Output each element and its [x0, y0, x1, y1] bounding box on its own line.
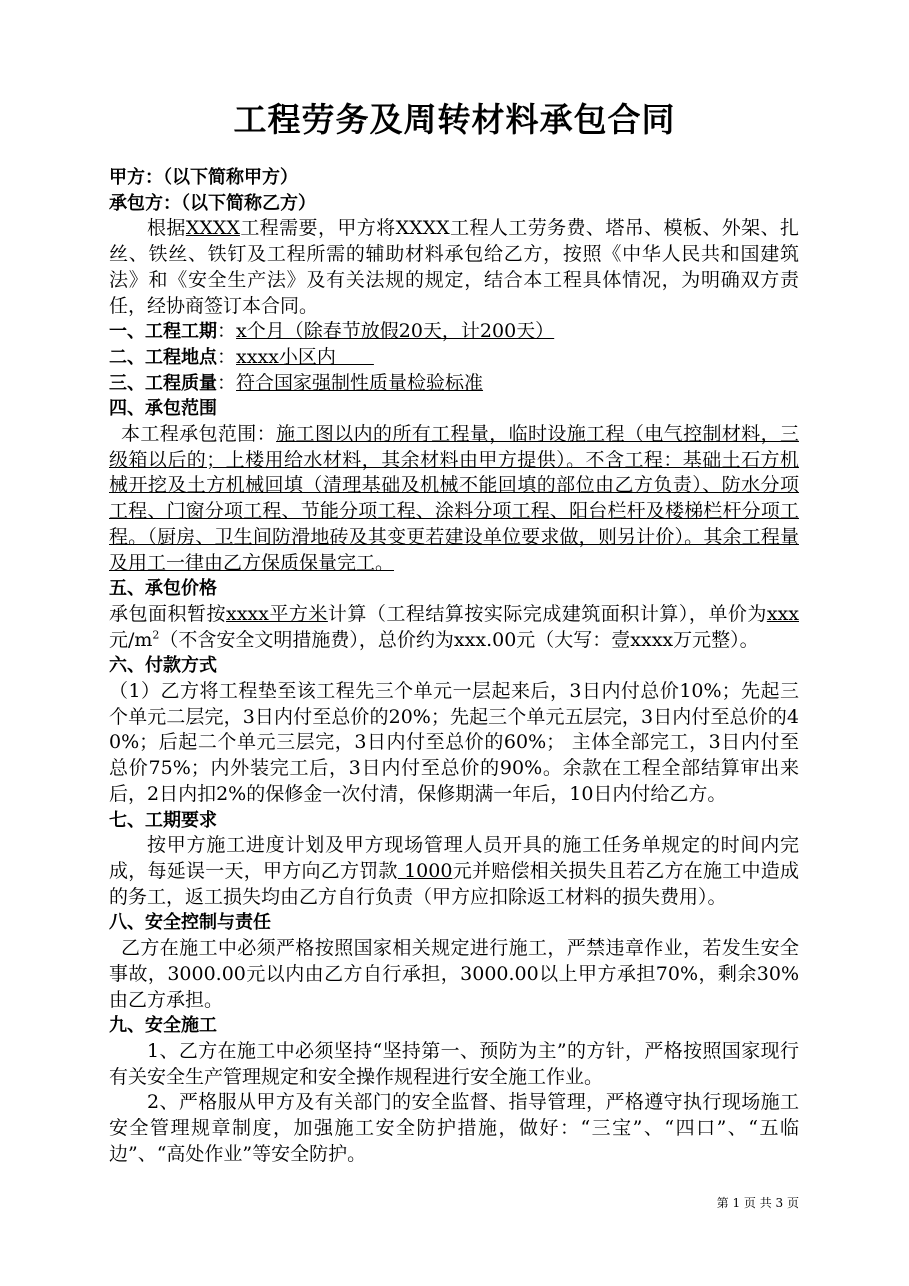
section-duration-colon: ：	[217, 320, 237, 343]
party-b-line: 承包方：（以下简称乙方）	[109, 192, 316, 214]
price-unit-sup: 2	[152, 628, 160, 642]
price-text-2: 计算（工程结算按实际完成建筑面积计算），单价为	[327, 602, 767, 625]
section-location	[109, 345, 799, 371]
section-duration-value: x个月（除春节放假20天，计200天）	[236, 320, 555, 343]
section-duration-heading: 一、工程工期	[109, 321, 217, 343]
section-schedule-body	[109, 833, 799, 910]
section-location-value: xxxx小区内	[236, 345, 374, 368]
schedule-text-2: 元并赔偿相关损失且若乙方在施工中造成的务工，返工损失均由乙方自行负责（甲方应扣除返工材料的损失费用）。	[109, 859, 799, 908]
section-scope-lead: 本工程承包范围：	[121, 423, 277, 446]
intro-rest: 工程需要，甲方将XXXX工程人工劳务费、塔吊、模板、外架、扎丝、铁丝、铁钉及工程所需的辅助材料承包给乙方，按照《中华人民共和国建筑法》和《安全生产法》及有关法规的规定，结合本工程具体情况，为明确双方责任，经协商签订本合同。	[109, 217, 799, 317]
intro-lead: 根据	[147, 217, 186, 240]
section-price-body	[109, 602, 799, 653]
price-text-3: （不含安全文明措施费），总价约为xxx.00元（大写：壹xxxx万元整）。	[159, 628, 759, 651]
section-quality-colon: ：	[217, 371, 237, 394]
document-title: 工程劳务及周转材料承包合同	[233, 100, 676, 139]
intro-project-name: XXXX	[185, 217, 240, 240]
section-scope-text: 施工图以内的所有工程量，临时设施工程（电气控制材料，三级箱以后的；上楼用给水材料，其余材料由甲方提供）。不含工程：基础土石方机械开挖及土方机械回填（清理基础及机械不能回填的部位由乙方负责）、防水分项工程、门窗分项工程、节能分项工程、涂料分项工程、阳台栏杆及楼梯栏杆分项工程。（厨房、卫生间防滑地砖及其变更若建设单位要求做，则另计价）。其余工程量及用工一律由乙方保质保量完工。	[109, 423, 799, 574]
section-quality-heading: 三、工程质量	[109, 372, 217, 394]
price-unit: 元/m	[109, 628, 153, 651]
safe-construction-item-1: 1、乙方在施工中必须坚持“坚持第一、预防为主”的方针，严格按照国家现行有关安全生产管理规定和安全操作规程进行安全施工作业。	[109, 1039, 799, 1088]
section-duration	[109, 319, 799, 345]
section-scope-body	[109, 422, 799, 576]
section-location-heading: 二、工程地点	[109, 346, 217, 368]
section-payment-body: （1）乙方将工程垫至该工程先三个单元一层起来后，3日内付总价10%；先起三个单元二层完，3日内付至总价的20%；先起三个单元五层完，3日内付至总价的40%；后起二个单元三层完，3日内付至总价的60%； 主体全部完工，3日内付至总价75%；内外装完工后，3日内付至总价的90%。余款在工程全部结算审出来后，2日内扣2%的保修金一次付清，保修期满一年后，10日内付给乙方。	[109, 680, 799, 805]
price-area: xxxx平方米	[226, 602, 328, 625]
price-text-1: 承包面积暂按	[109, 602, 226, 625]
price-unit-value: xxx	[766, 602, 799, 625]
section-location-colon: ：	[217, 345, 237, 368]
party-a-line: 甲方：（以下简称甲方）	[109, 167, 298, 188]
section-safety-control-body: 乙方在施工中必须严格按照国家相关规定进行施工，严禁违章作业，若发生安全事故，3000.00元以内由乙方自行承担，3000.00以上甲方承担70%，剩余30%由乙方承担。	[109, 937, 799, 1011]
section-price-heading: 五、承包价格	[109, 578, 217, 600]
section-quality-value: 符合国家强制性质量检验标准	[236, 371, 484, 394]
section-scope-heading: 四、承包范围	[109, 398, 217, 420]
section-payment-heading: 六、付款方式	[109, 655, 217, 677]
schedule-text-1: 按甲方施工进度计划及甲方现场管理人员开具的施工任务单规定的时间内完成，每延误一天，甲方向乙方罚款	[109, 834, 799, 882]
section-schedule-heading: 七、工期要求	[109, 809, 217, 831]
schedule-penalty: 1000	[397, 859, 453, 882]
page-footer: 第 1 页 共 3 页	[716, 1196, 799, 1210]
intro-paragraph	[109, 216, 799, 319]
safe-construction-item-2: 2、严格服从甲方及有关部门的安全监督、指导管理，严格遵守执行现场施工安全管理规章制度，加强施工安全防护措施，做好：“三宝”、“四口”、“五临边”、“高处作业”等安全防护。	[109, 1091, 799, 1165]
section-quality	[109, 371, 799, 397]
section-safety-control-heading: 八、安全控制与责任	[109, 912, 271, 934]
section-safe-construction-heading: 九、安全施工	[109, 1015, 217, 1037]
document-body	[109, 165, 799, 1167]
